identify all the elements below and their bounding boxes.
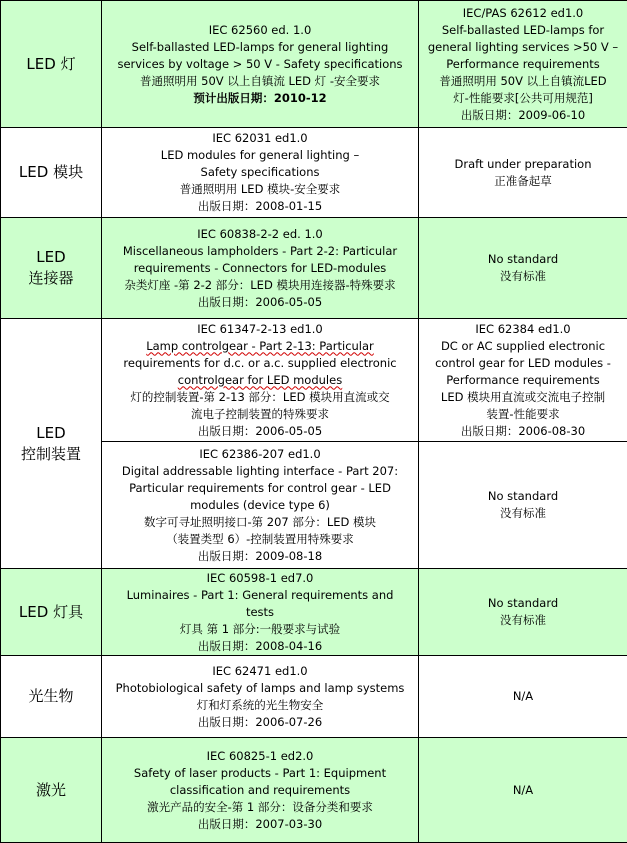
- row-led-module: [1, 128, 627, 218]
- publish-date: 出版日期：2006-05-05: [105, 423, 415, 440]
- standard-title-zh: 装置-性能要求: [422, 406, 624, 423]
- standard-title-zh: （装置类型 6）-控制装置用特殊要求: [105, 531, 415, 548]
- standard-title-zh: 灯和灯系统的光生物安全: [105, 697, 415, 714]
- category-cell: [1, 569, 102, 656]
- standard-number: IEC 60838-2-2 ed. 1.0: [105, 226, 415, 243]
- standard-title-en: controlgear for LED modules: [105, 372, 415, 389]
- category-cell: [1, 1, 102, 128]
- status-en: No standard: [422, 595, 624, 612]
- status-en: No standard: [422, 251, 624, 268]
- performance-cell: [419, 738, 627, 843]
- standard-title-en: services by voltage > 50 V - Safety specifications: [105, 56, 415, 73]
- standard-title-en: control gear for LED modules -: [422, 355, 624, 372]
- category-cell: [1, 738, 102, 843]
- category-cell: [1, 218, 102, 319]
- standard-title-en: requirements - Connectors for LED-modules: [105, 260, 415, 277]
- publish-date: 出版日期：2008-01-15: [105, 198, 415, 215]
- standard-number: IEC 62560 ed. 1.0: [105, 22, 415, 39]
- standard-title-en: Photobiological safety of lamps and lamp systems: [105, 680, 415, 697]
- category-label: LED 灯具: [4, 602, 98, 623]
- standard-title-en: Self-ballasted LED-lamps for general lighting: [105, 39, 415, 56]
- category-label: 光生物: [4, 686, 98, 707]
- status-zh: 没有标准: [422, 268, 624, 285]
- standard-cell: [102, 442, 419, 569]
- standard-title-zh: 普通照明用 50V 以上自镇流LED: [422, 73, 624, 90]
- publish-date: 出版日期：2006-08-30: [422, 423, 624, 440]
- status-zh: 正准备起草: [422, 173, 624, 190]
- standard-number: IEC 62386-207 ed1.0: [105, 446, 415, 463]
- category-label: 连接器: [4, 268, 98, 289]
- performance-cell: [419, 569, 627, 656]
- standard-title-zh: 杂类灯座 -第 2-2 部分：LED 模块用连接器-特殊要求: [105, 277, 415, 294]
- publish-date: 出版日期：2007-03-30: [105, 816, 415, 833]
- publish-date: 出版日期：2009-08-18: [105, 548, 415, 565]
- standard-title-en: modules (device type 6): [105, 497, 415, 514]
- status-en: Draft under preparation: [422, 156, 624, 173]
- row-laser: [1, 738, 627, 843]
- status-en: No standard: [422, 488, 624, 505]
- standard-title-zh: 激光产品的安全-第 1 部分：设备分类和要求: [105, 799, 415, 816]
- standard-title-zh: LED 模块用直流或交流电子控制: [422, 389, 624, 406]
- performance-cell: [419, 319, 627, 442]
- standard-cell: [102, 656, 419, 738]
- row-led-luminaire: [1, 569, 627, 656]
- category-label: 激光: [4, 780, 98, 801]
- category-label: LED 灯: [4, 54, 98, 75]
- category-label: 控制装置: [4, 444, 98, 465]
- standard-title-en: Miscellaneous lampholders - Part 2-2: Particular: [105, 243, 415, 260]
- standard-title-en: tests: [105, 604, 415, 621]
- publish-date: 出版日期：2008-04-16: [105, 638, 415, 655]
- status-zh: 没有标准: [422, 505, 624, 522]
- standard-title-zh: 流电子控制装置的特殊要求: [105, 406, 415, 423]
- category-cell: [1, 319, 102, 569]
- standard-number: IEC 61347-2-13 ed1.0: [105, 321, 415, 338]
- standard-title-zh: 灯的控制装置-第 2-13 部分：LED 模块用直流或交: [105, 389, 415, 406]
- performance-cell: [419, 128, 627, 218]
- standard-title-zh: 普通照明用 LED 模块-安全要求: [105, 181, 415, 198]
- standard-title-en: Performance requirements: [422, 372, 624, 389]
- category-label: LED 模块: [4, 162, 98, 183]
- standard-title-en: requirements for d.c. or a.c. supplied electronic: [105, 355, 415, 372]
- standard-title-en: DC or AC supplied electronic: [422, 338, 624, 355]
- status-en: N/A: [422, 688, 624, 705]
- standard-title-en: Safety of laser products - Part 1: Equipment: [105, 765, 415, 782]
- performance-cell: [419, 442, 627, 569]
- row-led-controlgear-a: [1, 319, 627, 442]
- performance-cell: [419, 656, 627, 738]
- standard-title-zh: 灯-性能要求[公共可用规范]: [422, 90, 624, 107]
- standard-cell: [102, 738, 419, 843]
- performance-cell: [419, 218, 627, 319]
- standard-title-zh: 普通照明用 50V 以上自镇流 LED 灯 -安全要求: [105, 73, 415, 90]
- standard-cell: [102, 128, 419, 218]
- standard-number: IEC 60598-1 ed7.0: [105, 570, 415, 587]
- standard-number: IEC 62384 ed1.0: [422, 321, 624, 338]
- row-photobiological: [1, 656, 627, 738]
- publish-date: 出版日期：2006-07-26: [105, 714, 415, 731]
- standard-title-en: classification and requirements: [105, 782, 415, 799]
- standard-number: IEC 62031 ed1.0: [105, 130, 415, 147]
- standard-number: IEC 60825-1 ed2.0: [105, 748, 415, 765]
- category-label: LED: [4, 423, 98, 444]
- publish-date: 预计出版日期：2010-12: [105, 90, 415, 107]
- category-cell: [1, 656, 102, 738]
- status-zh: 没有标准: [422, 612, 624, 629]
- category-cell: [1, 128, 102, 218]
- standard-title-en: Lamp controlgear - Part 2-13: Particular: [105, 338, 415, 355]
- row-led-connector: [1, 218, 627, 319]
- standard-title-en: Self-ballasted LED-lamps for: [422, 22, 624, 39]
- standard-title-en: Safety specifications: [105, 164, 415, 181]
- standard-title-en: Luminaires - Part 1: General requirements and: [105, 587, 415, 604]
- standard-cell: [102, 1, 419, 128]
- standard-number: IEC 62471 ed1.0: [105, 663, 415, 680]
- row-led-lamp: [1, 1, 627, 128]
- standard-title-zh: 数字可寻址照明接口-第 207 部分：LED 模块: [105, 514, 415, 531]
- standard-title-en: Particular requirements for control gear - LED: [105, 480, 415, 497]
- standard-title-zh: 灯具 第 1 部分:一般要求与试验: [105, 621, 415, 638]
- standard-number: IEC/PAS 62612 ed1.0: [422, 5, 624, 22]
- performance-cell: [419, 1, 627, 128]
- standard-title-en: Performance requirements: [422, 56, 624, 73]
- standard-cell: [102, 569, 419, 656]
- standard-title-en: general lighting services >50 V –: [422, 39, 624, 56]
- status-en: N/A: [422, 782, 624, 799]
- publish-date: 出版日期：2009-06-10: [422, 107, 624, 124]
- standard-title-en: LED modules for general lighting –: [105, 147, 415, 164]
- category-label: LED: [4, 247, 98, 268]
- standard-cell: [102, 218, 419, 319]
- standard-cell: [102, 319, 419, 442]
- publish-date: 出版日期：2006-05-05: [105, 294, 415, 311]
- standard-title-en: Digital addressable lighting interface - Part 207:: [105, 463, 415, 480]
